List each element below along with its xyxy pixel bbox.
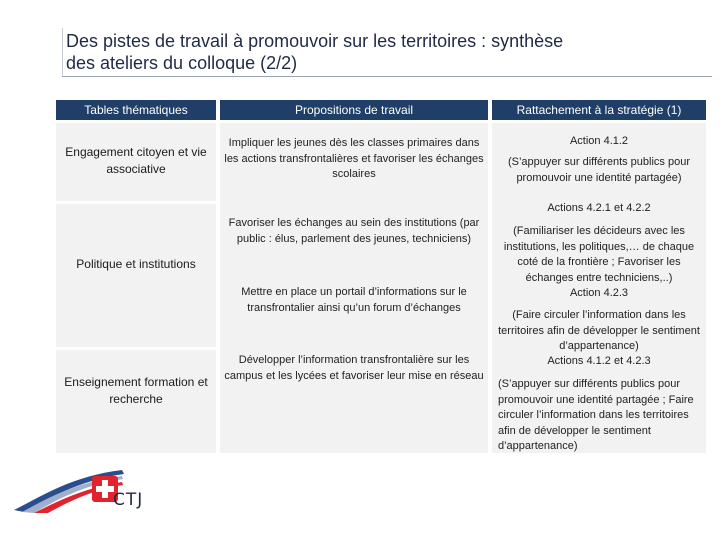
page-title-line-1: Des pistes de travail à promouvoir sur les territoires : synthèse bbox=[66, 31, 564, 51]
page-title bbox=[66, 30, 706, 74]
proposition-3: Mettre en place un portail d’informations sur le transfrontalier ainsi qu’un forum d’échanges bbox=[241, 286, 467, 314]
header-strategy: Rattachement à la stratégie (1) bbox=[492, 100, 706, 120]
proposition-2: Favoriser les échanges au sein des institutions (par public : élus, parlement des jeunes, techniciens) bbox=[228, 217, 480, 245]
strategy-action-3: Action 4.2.3 bbox=[569, 287, 629, 299]
title-accent-line bbox=[62, 28, 63, 76]
theme-education-label: Enseignement formation et recherche bbox=[64, 375, 208, 406]
strategy-action-4: Actions 4.1.2 et 4.2.3 bbox=[547, 355, 651, 367]
page-title-line-2: des ateliers du colloque (2/2) bbox=[66, 53, 298, 73]
strategy-detail-1: (S’appuyer sur différents publics pour promouvoir une identité partagée) bbox=[507, 156, 690, 184]
title-divider bbox=[62, 76, 712, 77]
strategy-detail-2: (Familiariser les décideurs avec les institutions, les politiques,… de chaque coté de la frontière ; Favoriser les échanges entre techniciens,..) bbox=[503, 225, 695, 284]
theme-civic-label: Engagement citoyen et vie associative bbox=[65, 145, 207, 176]
header-themes: Tables thématiques bbox=[56, 100, 216, 120]
proposition-4: Développer l’information transfrontalière sur les campus et les lycées et favoriser leur mise en réseau bbox=[224, 354, 484, 382]
theme-politics-label: Politique et institutions bbox=[76, 257, 196, 271]
theme-cell-politics bbox=[56, 204, 216, 347]
strategy-detail-3: (Faire circuler l’information dans les territoires afin de développer le sentiment d’appartenance) bbox=[498, 309, 700, 352]
proposition-1: Impliquer les jeunes dès les classes primaires dans les actions transfrontalières et favoriser les échanges scolaires bbox=[224, 137, 484, 180]
strategy-detail-4: (S’appuyer sur différents publics pour promouvoir une identité partagée ; Faire circuler l’information dans les territoires afin de développer le sentiment d’appartenance) bbox=[498, 378, 694, 452]
logo-text: CTJ bbox=[113, 490, 144, 510]
header-propositions: Propositions de travail bbox=[220, 100, 488, 120]
strategy-action-2: Actions 4.2.1 et 4.2.2 bbox=[547, 202, 651, 214]
strategy-action-1: Action 4.1.2 bbox=[569, 135, 629, 147]
